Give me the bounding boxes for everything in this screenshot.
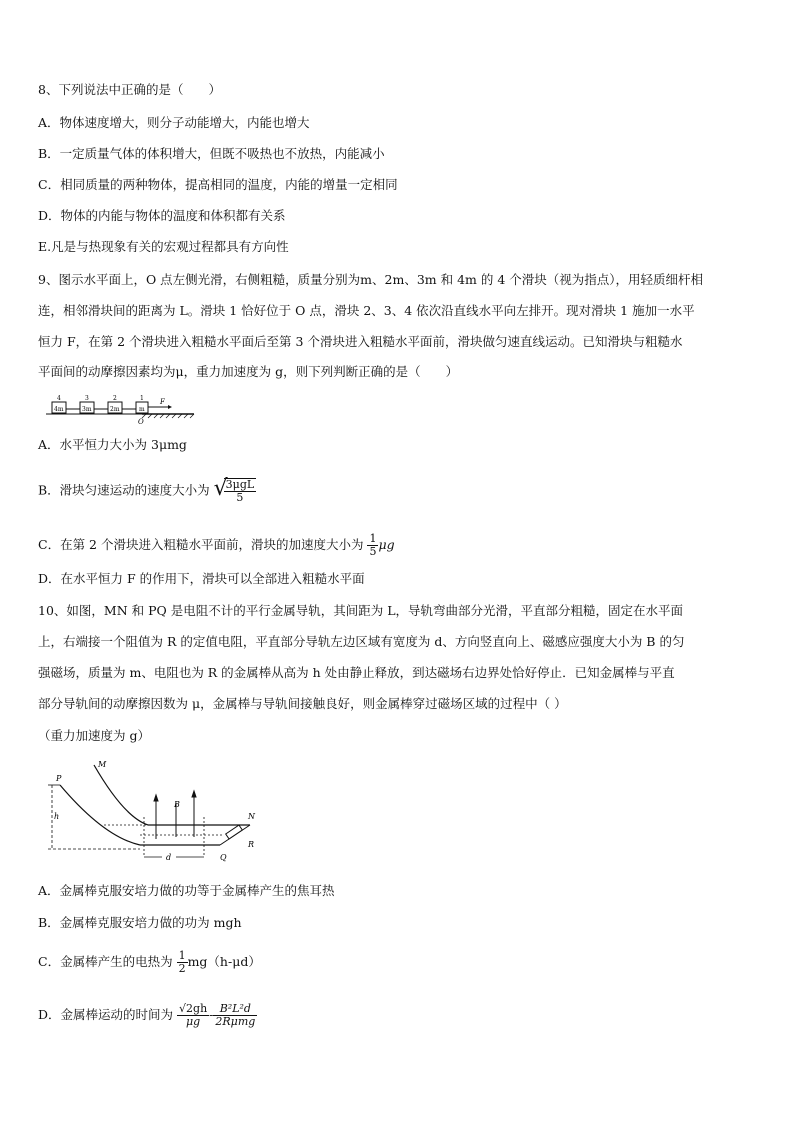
- q9-stem-line4: 平面间的动摩擦因素均为μ，重力加速度为 g，则下列判断正确的是（ ）: [38, 364, 459, 379]
- q9-option-a: A．水平恒力大小为 3μmg: [38, 437, 187, 452]
- q10-option-c-suffix: mg（h-μd）: [187, 954, 261, 969]
- q9-label-n1: 1: [140, 395, 144, 402]
- q10-option-a: A．金属棒克服安培力做的功等于金属棒产生的焦耳热: [38, 883, 335, 898]
- q10-option-d-minus: -: [209, 1007, 214, 1022]
- q10-rail-pq-curve: [60, 785, 140, 845]
- q9-option-c-num: 1: [369, 532, 377, 545]
- q10-option-c-fraction: [177, 950, 188, 975]
- q10-option-c-num: 1: [178, 949, 186, 962]
- q9-option-b: [38, 478, 256, 504]
- q8-option-a: A．物体速度增大，则分子动能增大，内能也增大: [38, 115, 310, 130]
- q8-option-e: E.凡是与热现象有关的宏观过程都具有方向性: [38, 239, 289, 254]
- q9-option-b-text: B．滑块匀速运动的速度大小为: [38, 482, 210, 498]
- q9-label-n3: 3: [85, 395, 89, 402]
- q8-option-b: B．一定质量气体的体积增大，但既不吸热也不放热，内能减小: [38, 146, 385, 161]
- q9-label-n4: 4: [57, 395, 61, 402]
- q10-label-b: B: [174, 800, 180, 809]
- q10-option-d-fraction2: [213, 1003, 257, 1028]
- q10-stem-line4: 部分导轨间的动摩擦因数为 μ，金属棒与导轨间接触良好，则金属棒穿过磁场区域的过程中（ ）: [38, 696, 567, 711]
- q9-option-c-fraction: [367, 533, 378, 558]
- q10-option-d-den2: 2Rμmg: [215, 1015, 256, 1028]
- q10-option-d-num2: B²L²d: [213, 1003, 257, 1016]
- q9-option-d: D．在水平恒力 F 的作用下，滑块可以全部进入粗糙水平面: [38, 571, 365, 586]
- q10-label-m: M: [98, 760, 107, 769]
- q8-stem: 8、下列说法中正确的是（ ）: [38, 82, 221, 97]
- q10-field-arrows: [154, 791, 196, 839]
- q10-rail-mn-curve: [94, 765, 148, 825]
- q10-option-b: B．金属棒克服安培力做的功为 mgh: [38, 915, 242, 930]
- q9-label-b1: m: [139, 406, 145, 413]
- q8-option-c: C．相同质量的两种物体，提高相同的温度，内能的增量一定相同: [38, 177, 398, 192]
- q10-label-d: d: [166, 853, 172, 862]
- q9-option-b-sqrt: √ $\frac{\text{3μgL}}{5}$: [213, 476, 255, 504]
- q10-option-d: [38, 1003, 257, 1028]
- q9-option-b-fraction: [224, 479, 257, 504]
- q10-label-q: Q: [220, 853, 227, 862]
- q9-option-b-num: 3μgL: [225, 478, 255, 491]
- q10-stem-line1: 10、如图，MN 和 PQ 是电阻不计的平行金属导轨，其间距为 L，导轨弯曲部分光滑，平直部分粗糙，固定在水平面: [38, 603, 683, 618]
- q10-rail-figure: [44, 757, 274, 867]
- q10-option-d-den1: μg: [185, 1015, 201, 1028]
- q9-option-b-den: 5: [236, 491, 244, 504]
- q10-option-d-num1: √2gh: [179, 1002, 208, 1015]
- q10-label-h: h: [54, 812, 60, 821]
- q9-label-b3: 3m: [82, 406, 92, 413]
- q10-option-c-text: C．金属棒产生的电热为: [38, 954, 173, 969]
- q9-option-c-den: 5: [369, 545, 377, 558]
- q9-stem-line1: 9、图示水平面上，O 点左侧光滑，右侧粗糙，质量分别为m、2m、3m 和 4m 的 4 个滑块（视为指点），用轻质细杆相: [38, 272, 704, 287]
- q10-label-n: N: [248, 812, 255, 821]
- q9-blocks-figure: [44, 392, 204, 426]
- q9-label-origin: O: [138, 418, 144, 426]
- q9-label-n2: 2: [113, 395, 117, 402]
- q10-stem-line2: 上，右端接一个阻值为 R 的定值电阻，平直部分导轨左边区域有宽度为 d、方向竖直向上、磁感应强度大小为 B 的匀: [38, 634, 685, 649]
- q9-label-b4: 4m: [54, 406, 64, 413]
- q9-option-c-text: C．在第 2 个滑块进入粗糙水平面前，滑块的加速度大小为: [38, 537, 364, 552]
- q9-label-b2: 2m: [110, 406, 120, 413]
- q10-option-d-text: D．金属棒运动的时间为: [38, 1007, 174, 1022]
- q10-option-d-fraction1: [177, 1003, 209, 1028]
- q10-resistor: [226, 825, 243, 839]
- q10-label-p: P: [56, 774, 62, 783]
- q10-stem-line5: （重力加速度为 g）: [38, 728, 150, 743]
- q9-option-c: [38, 533, 395, 558]
- q8-option-d: D．物体的内能与物体的温度和体积都有关系: [38, 208, 286, 223]
- q10-option-c-den: 2: [178, 962, 186, 975]
- q10-stem-line3: 强磁场，质量为 m、电阻也为 R 的金属棒从高为 h 处由静止释放，到达磁场右边界处恰好停止．已知金属棒与平直: [38, 665, 675, 680]
- q10-option-c: [38, 950, 261, 975]
- q9-stem-line2: 连，相邻滑块间的距离为 L。滑块 1 恰好位于 O 点，滑块 2、3、4 依次沿直线水平向左排开。现对滑块 1 施加一水平: [38, 303, 695, 318]
- q10-label-r: R: [248, 840, 255, 849]
- q9-stem-line3: 恒力 F，在第 2 个滑块进入粗糙水平面后至第 3 个滑块进入粗糙水平面前，滑块做匀速直线运动。已知滑块与粗糙水: [38, 334, 683, 349]
- q9-option-c-suffix: μg: [378, 537, 395, 552]
- q9-label-force: F: [160, 398, 165, 406]
